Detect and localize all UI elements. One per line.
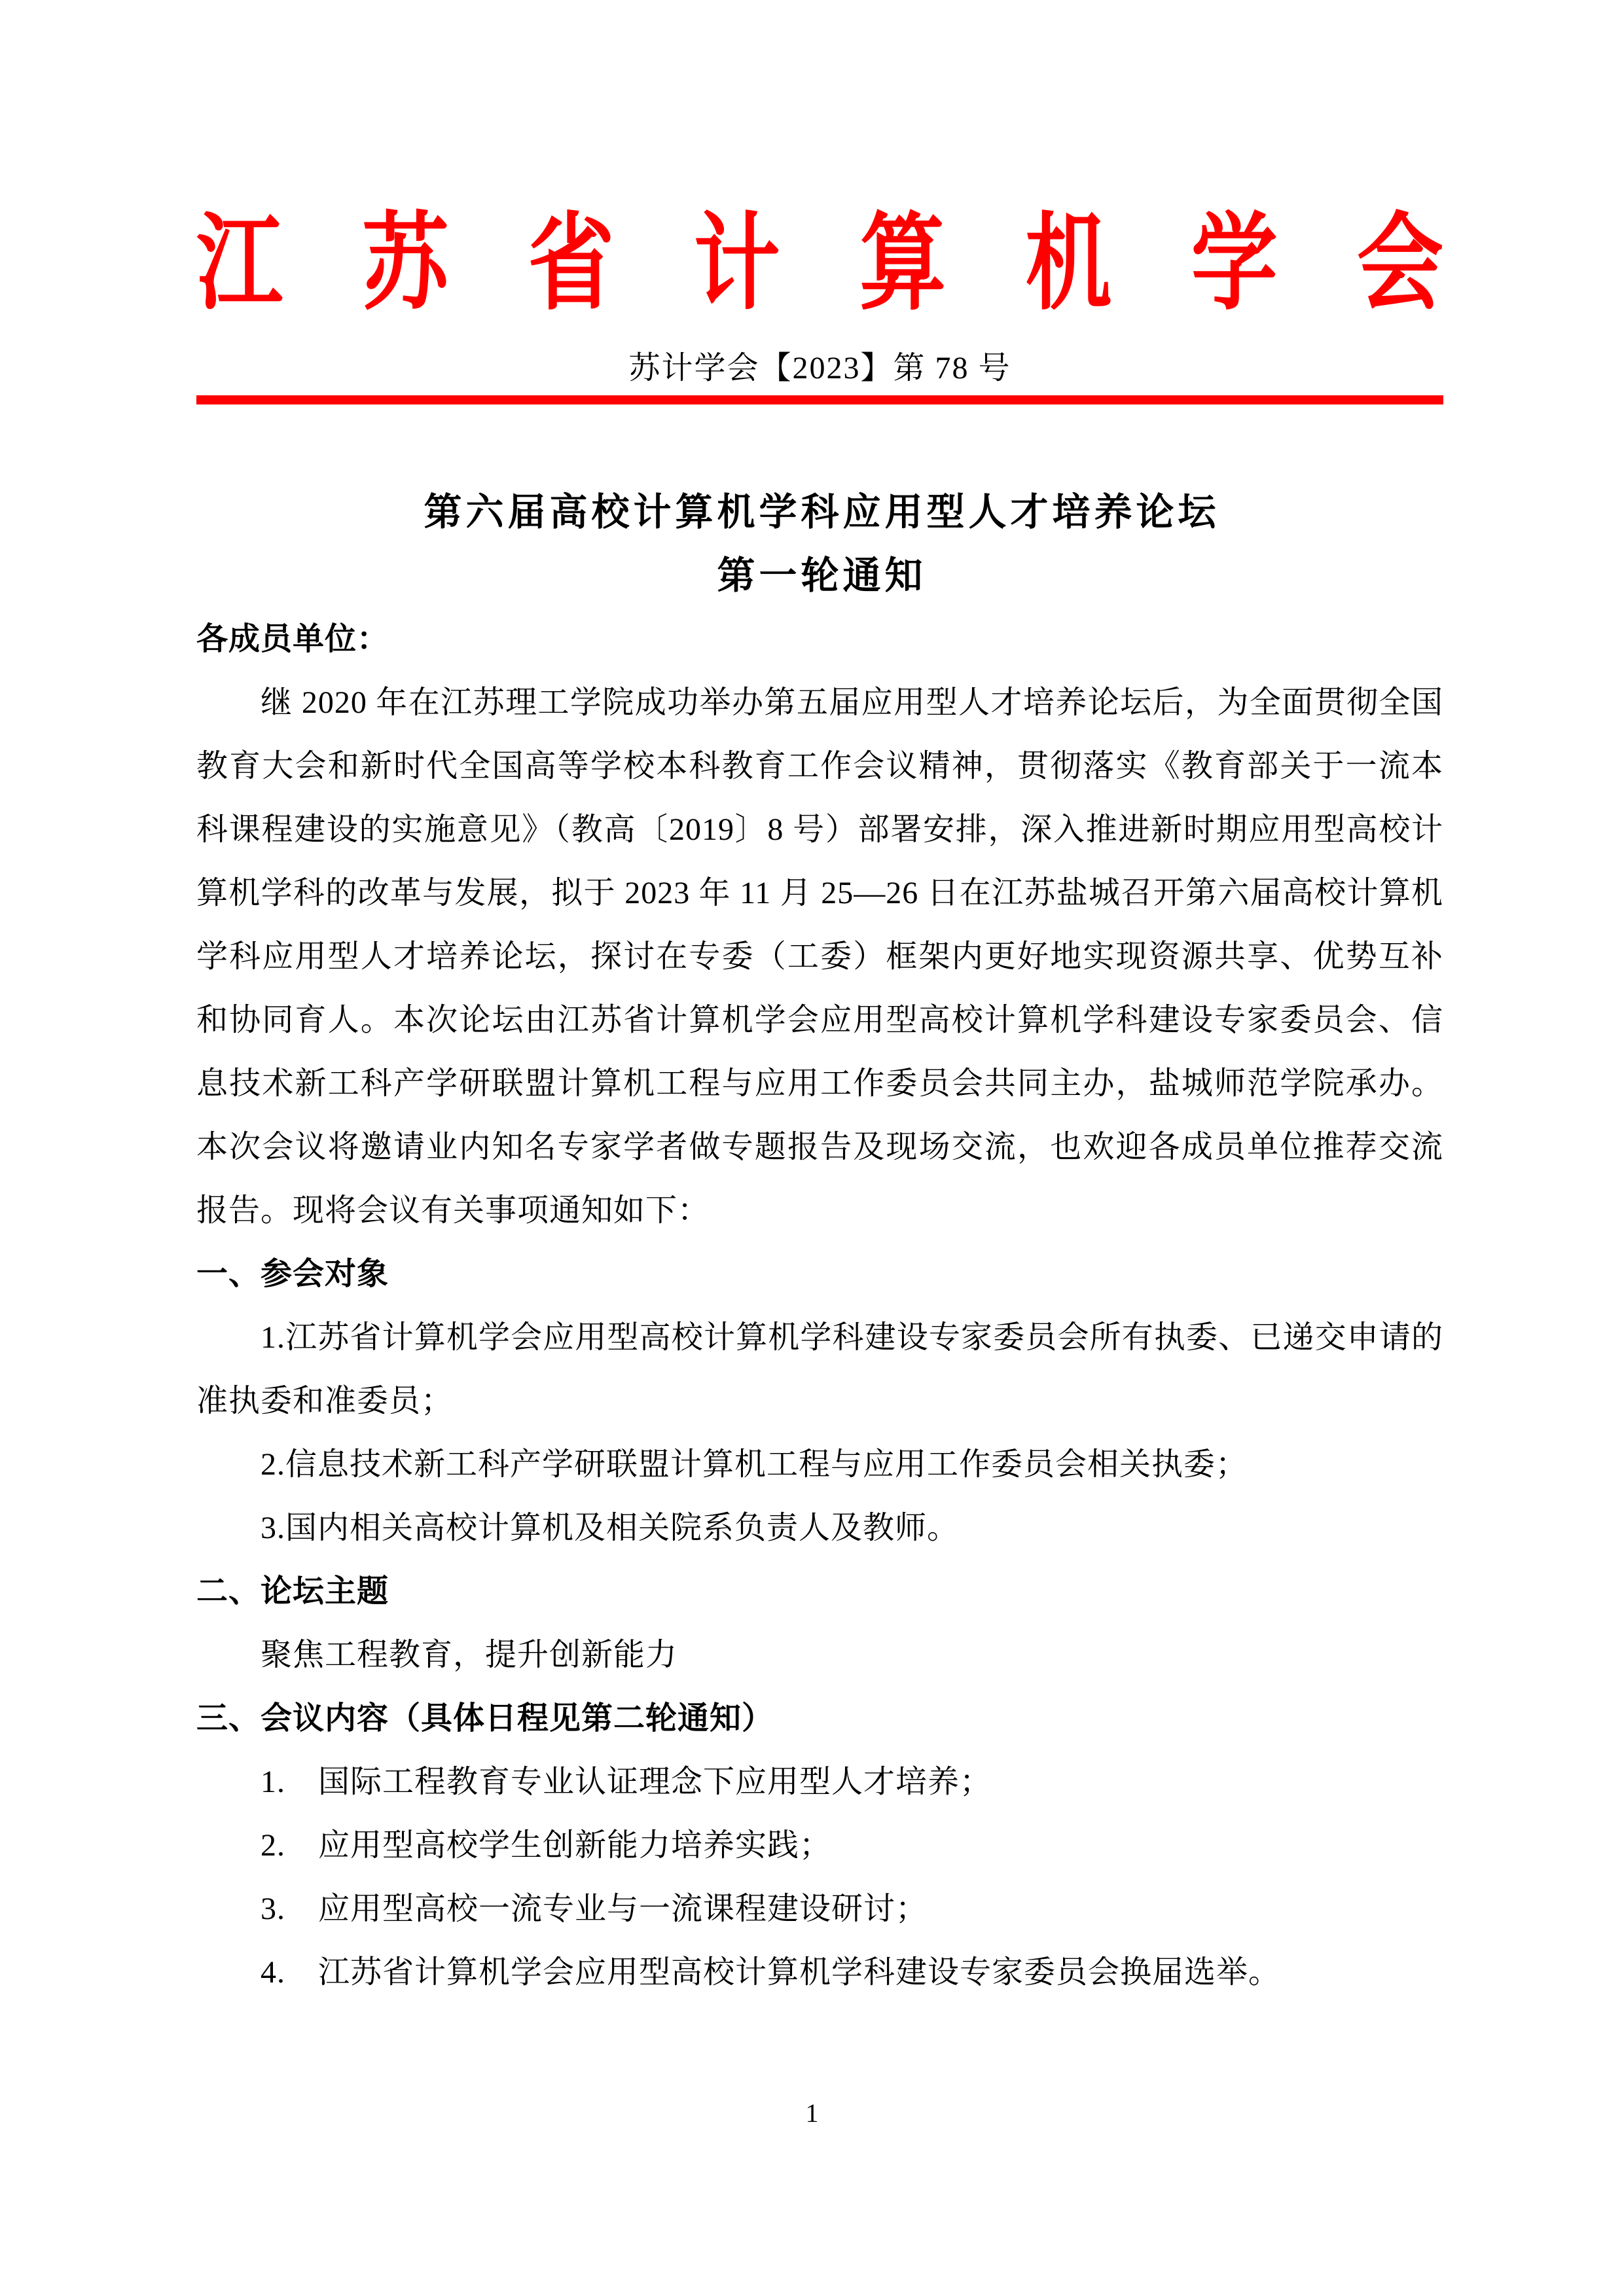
section-1-item-2: 2.信息技术新工科产学研联盟计算机工程与应用工作委员会相关执委；	[261, 1447, 1248, 1482]
section-1-item-1: 1.江苏省计算机学会应用型高校计算机学科建设专家委员会所有执委、已递交申请的准执委和准委员；	[196, 1320, 1443, 1418]
item-number: 2.	[261, 1828, 285, 1863]
item-text: 应用型高校学生创新能力培养实践；	[318, 1828, 832, 1863]
item-text: 应用型高校一流专业与一流课程建设研讨；	[318, 1892, 928, 1926]
section-3-heading: 三、会议内容（具体日程见第二轮通知）	[196, 1701, 774, 1736]
intro-paragraph: 继 2020 年在江苏理工学院成功举办第五届应用型人才培养论坛后，为全面贯彻全国教育大会和新时代全国高等学校本科教育工作会议精神，贯彻落实《教育部关于一流本科课程建设的实施意见》（教高〔2019〕8 号）部署安排，深入推进新时期应用型高校计算机学科的改革与发展，拟于 2023 年 11 月 25—26 日在江苏盐城召开第六届高校计算机学科应用型人才培养论坛，探讨在专委（工委）框架内更好地实现资源共享、优势互补和协同育人。本次论坛由江苏省计算机学会应用型高校计算机学科建设专家委员会、信息技术新工科产学研联盟计算机工程与应用工作委员会共同主办，盐城师范学院承办。本次会议将邀请业内知名专家学者做专题报告及现场交流，也欢迎各成员单位推荐交流报告。现将会议有关事项通知如下：	[196, 685, 1443, 1228]
section-1-item-3: 3.国内相关高校计算机及相关院系负责人及教师。	[261, 1511, 960, 1545]
page-number: 1	[805, 2098, 819, 2128]
section-2-heading: 二、论坛主题	[196, 1574, 389, 1609]
notice-title-line1: 第六届高校计算机学科应用型人才培养论坛	[424, 491, 1220, 533]
org-name: 江 苏 省 计 算 机 学 会	[196, 205, 1443, 323]
section-1-heading: 一、参会对象	[196, 1257, 389, 1291]
notice-title-line2: 第一轮通知	[717, 554, 927, 597]
section-3-item-2	[196, 1814, 1443, 1877]
red-separator	[196, 395, 1443, 404]
section-3-item-1	[196, 1750, 1443, 1814]
item-number: 3.	[261, 1892, 285, 1926]
item-text: 江苏省计算机学会应用型高校计算机学科建设专家委员会换届选举。	[318, 1955, 1281, 1990]
item-number: 4.	[261, 1955, 285, 1990]
section-3-item-4	[196, 1941, 1443, 2004]
doc-number: 苏计学会【2023】第 78 号	[628, 351, 1011, 386]
section-2-body: 聚焦工程教育，提升创新能力	[261, 1638, 678, 1672]
item-text: 国际工程教育专业认证理念下应用型人才培养；	[318, 1765, 992, 1799]
document-body	[196, 480, 1443, 2004]
section-3-item-3	[196, 1877, 1443, 1941]
salutation: 各成员单位：	[196, 622, 389, 656]
item-number: 1.	[261, 1765, 285, 1799]
content-column	[196, 0, 1443, 2004]
